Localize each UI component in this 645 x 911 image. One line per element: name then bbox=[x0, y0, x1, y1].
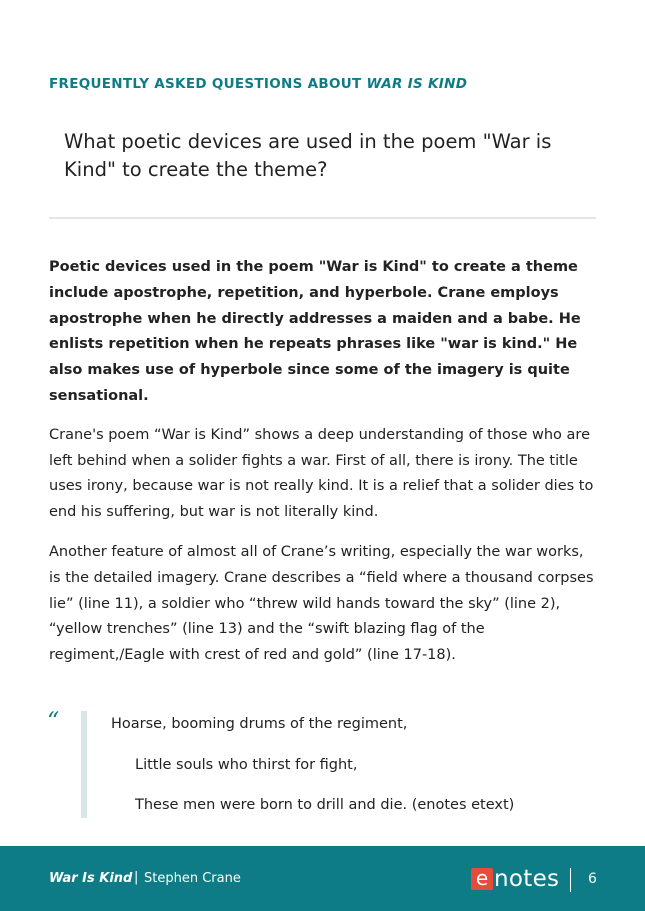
footer-separator: | bbox=[134, 870, 139, 885]
quote-mark-icon: “ bbox=[47, 707, 60, 735]
section-label-prefix: FREQUENTLY ASKED QUESTIONS ABOUT bbox=[49, 76, 362, 92]
quote-line: Hoarse, booming drums of the regiment, bbox=[111, 716, 408, 732]
footer-author: Stephen Crane bbox=[144, 871, 241, 886]
answer-summary: Poetic devices used in the poem "War is Kind" to create a theme include apostrophe, repetition, and hyperbole. Crane employs apostrophe when he directly addresses a maiden and a babe. He enlists repetition when he repeats phrases like "war is kind." He also makes use of hyperbole since some of the imagery is quite sensational. bbox=[49, 259, 581, 404]
section-label bbox=[49, 76, 467, 92]
question-heading: What poetic devices are used in the poem "War is Kind" to create the theme? bbox=[64, 130, 552, 181]
answer-body bbox=[49, 255, 594, 683]
section-label-title: WAR IS KIND bbox=[366, 76, 468, 92]
quote-line: These men were born to drill and die. (enotes etext) bbox=[135, 797, 515, 813]
footer-divider bbox=[570, 868, 571, 892]
blockquote-bar bbox=[81, 711, 87, 818]
footer-book-title: War Is Kind bbox=[49, 871, 133, 886]
quote-line: Little souls who thirst for fight, bbox=[135, 757, 358, 773]
footer bbox=[0, 846, 645, 911]
enotes-logo[interactable] bbox=[471, 866, 559, 892]
answer-paragraph: Crane's poem “War is Kind” shows a deep understanding of those who are left behind when a solider fights a war. First of all, there is irony. The title uses irony, because war is not really kind. It is a relief that a solider dies to end his suffering, but war is not literally kind. bbox=[49, 426, 594, 521]
answer-paragraph: Another feature of almost all of Crane’s writing, especially the war works, is the detailed imagery. Crane describes a “field where a thousand corpses lie” (line 11), a soldier who “threw wild hands toward the sky” (line 2), “yellow trenches” (line 13) and the “swift blazing flag of the regiment,/Eagle with crest of red and gold” (line 17-18). bbox=[49, 543, 594, 664]
divider bbox=[49, 217, 596, 219]
page-number: 6 bbox=[588, 871, 597, 887]
logo-text: notes bbox=[494, 866, 560, 892]
logo-e-icon: e bbox=[471, 868, 493, 890]
